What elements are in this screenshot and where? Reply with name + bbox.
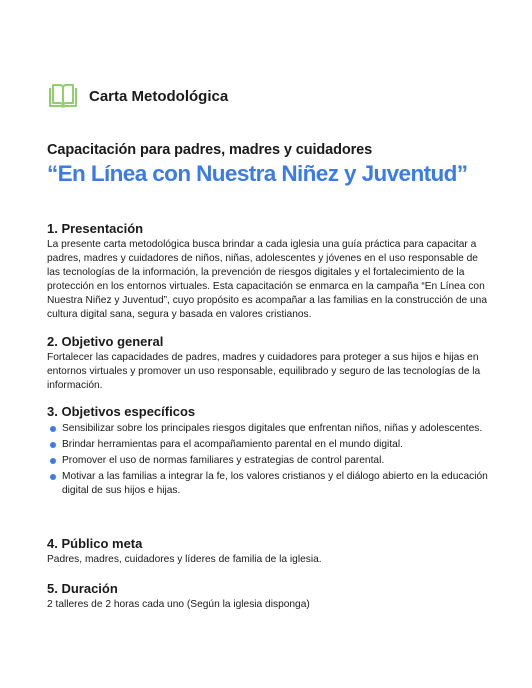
list-item (47, 454, 492, 468)
section-objetivos-especificos (47, 404, 492, 500)
section-presentacion (47, 221, 492, 322)
list-item (47, 422, 492, 436)
section-text: La presente carta metodológica busca brindar a cada iglesia una guía práctica para capacitar a padres, madres y cuidadores de niños, niñas, adolescentes y jóvenes en el uso responsable de las tecnologías de la información, la prevención de riesgos digitales y el fortalecimiento de la protección en los entornos virtuales. Esta capacitación se enmarca en la campaña “En Línea con Nuestra Niñez y Juventud”, cuyo propósito es acompañar a las familias en la construcción de una cultura digital sana, segura y basada en valores cristianos. (47, 239, 487, 320)
bullet-icon (50, 458, 56, 464)
campaign-title: “En Línea con Nuestra Niñez y Juventud” (47, 161, 468, 186)
section-text: 2 talleres de 2 horas cada uno (Según la iglesia disponga) (47, 599, 310, 610)
document-header (47, 80, 228, 112)
section-title: 2. Objetivo general (47, 334, 164, 349)
bullet-icon (50, 442, 56, 448)
book-icon (47, 80, 79, 112)
section-objetivo-general (47, 334, 492, 393)
section-text: Fortalecer las capacidades de padres, madres y cuidadores para proteger a sus hijos e hijas en entornos virtuales y promover un uso responsable, equilibrado y seguro de las tecnologías de la información. (47, 352, 481, 391)
document-type-title: Carta Metodológica (89, 87, 229, 105)
list-item-text: Promover el uso de normas familiares y estrategias de control parental. (62, 455, 385, 466)
list-item-text: Sensibilizar sobre los principales riesgos digitales que enfrentan niños, niñas y adolescentes. (62, 423, 483, 434)
bullet-icon (50, 474, 56, 480)
bullet-icon (50, 426, 56, 432)
list-item-text: Brindar herramientas para el acompañamiento parental en el mundo digital. (62, 439, 403, 450)
list-item (47, 438, 492, 452)
section-duracion (47, 581, 492, 612)
objectives-list (47, 422, 492, 498)
section-title: 3. Objetivos específicos (47, 404, 196, 419)
list-item (47, 470, 492, 498)
section-publico-meta (47, 536, 492, 567)
section-title: 5. Duración (47, 581, 118, 596)
section-title: 4. Público meta (47, 536, 143, 551)
section-text: Padres, madres, cuidadores y líderes de familia de la iglesia. (47, 554, 322, 565)
section-title: 1. Presentación (47, 221, 144, 236)
document-subtitle: Capacitación para padres, madres y cuidadores (47, 142, 373, 158)
list-item-text: Motivar a las familias a integrar la fe, los valores cristianos y el diálogo abierto en la educación digital de sus hijos e hijas. (62, 471, 488, 496)
